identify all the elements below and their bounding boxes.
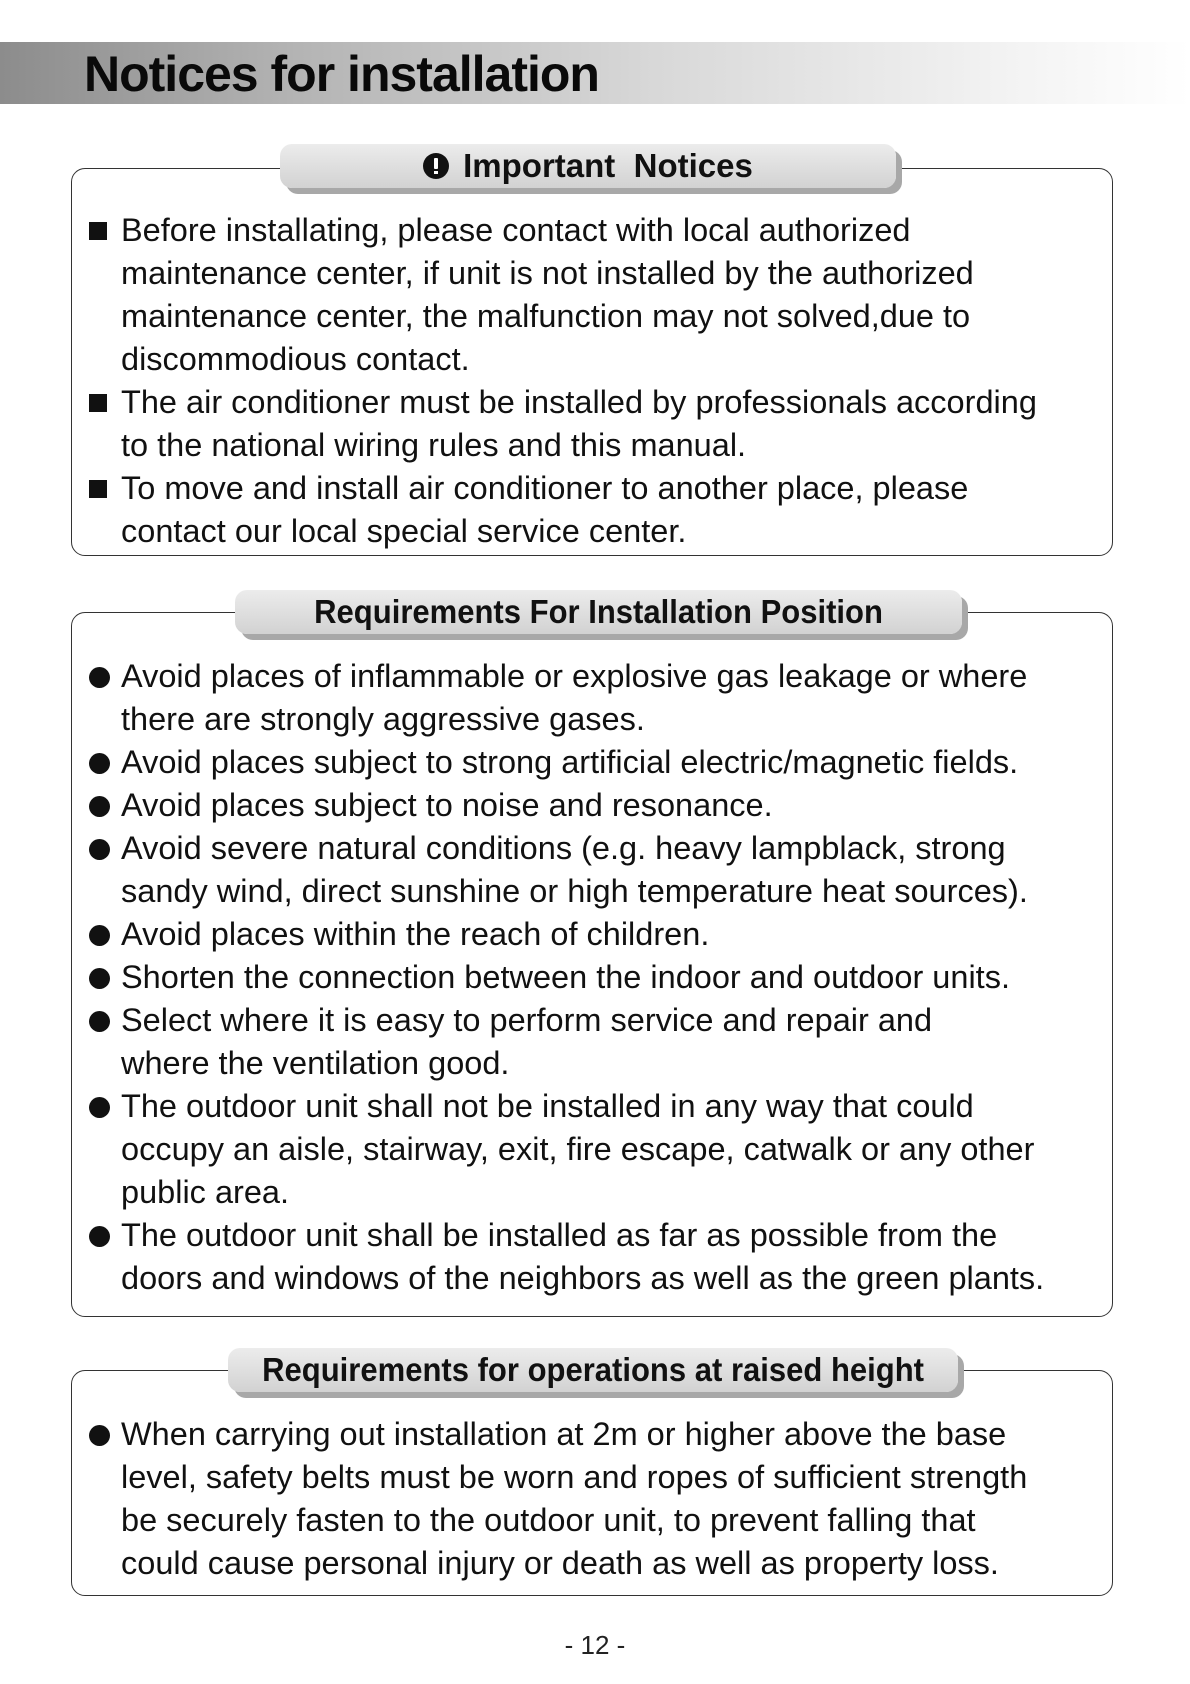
list-item-text: Shorten the connection between the indoor and outdoor units. <box>121 959 1010 995</box>
raised-height-heading <box>228 1348 958 1392</box>
list-item-text: When carrying out installation at 2m or higher above the base level, safety belts must be worn and ropes of sufficient strength be securely fasten to the outdoor unit, to prevent falling that could cause personal injury or death as well as property loss. <box>121 1416 1028 1581</box>
section-title: Important Notices <box>463 147 753 184</box>
square-bullet-icon <box>89 222 107 240</box>
list-item-text: Avoid severe natural conditions (e.g. heavy lampblack, strong sandy wind, direct sunshine or high temperature heat sources). <box>121 830 1028 909</box>
list-item-text: The outdoor unit shall not be installed in any way that could occupy an aisle, stairway, exit, fire escape, catwalk or any other public area. <box>121 1088 1035 1210</box>
square-bullet-icon <box>89 394 107 412</box>
title-bar <box>0 42 1190 104</box>
round-bullet-icon <box>89 667 110 688</box>
list-item-text: Before installating, please contact with local authorized maintenance center, if unit is not installed by the authorized maintenance center, the malfunction may not solved,due to discommodious contact. <box>121 212 974 377</box>
list-item-text: To move and install air conditioner to another place, please contact our local special service center. <box>121 470 969 549</box>
round-bullet-icon <box>89 839 110 860</box>
round-bullet-icon <box>89 1011 110 1032</box>
list-item-text: Select where it is easy to perform service and repair and where the ventilation good. <box>121 1002 933 1081</box>
list-item-text: Avoid places subject to noise and resonance. <box>121 787 773 823</box>
round-bullet-icon <box>89 753 110 774</box>
round-bullet-icon <box>89 1425 110 1446</box>
list-item-text: Avoid places within the reach of children. <box>121 916 710 952</box>
list-item-text: Avoid places subject to strong artificial electric/magnetic fields. <box>121 744 1019 780</box>
raised-height-box <box>71 1370 1113 1596</box>
important-notices-heading <box>280 144 896 188</box>
alert-icon <box>423 153 449 179</box>
page-title: Notices for installation <box>84 46 599 102</box>
round-bullet-icon <box>89 796 110 817</box>
list-item-text: Avoid places of inflammable or explosive gas leakage or where there are strongly aggressive gases. <box>121 658 1028 737</box>
page-number: - 12 - <box>564 1630 626 1660</box>
important-notices-box <box>71 168 1113 556</box>
installation-position-box <box>71 612 1113 1317</box>
list-item-text: The air conditioner must be installed by professionals according to the national wiring rules and this manual. <box>121 384 1037 463</box>
round-bullet-icon <box>89 968 110 989</box>
list-item-text: The outdoor unit shall be installed as far as possible from the doors and windows of the neighbors as well as the green plants. <box>121 1217 1045 1296</box>
round-bullet-icon <box>89 1097 110 1118</box>
section-title: Requirements for operations at raised height <box>262 1351 924 1388</box>
round-bullet-icon <box>89 925 110 946</box>
square-bullet-icon <box>89 480 107 498</box>
round-bullet-icon <box>89 1226 110 1247</box>
installation-position-heading <box>235 590 962 634</box>
section-title: Requirements For Installation Position <box>314 593 883 630</box>
